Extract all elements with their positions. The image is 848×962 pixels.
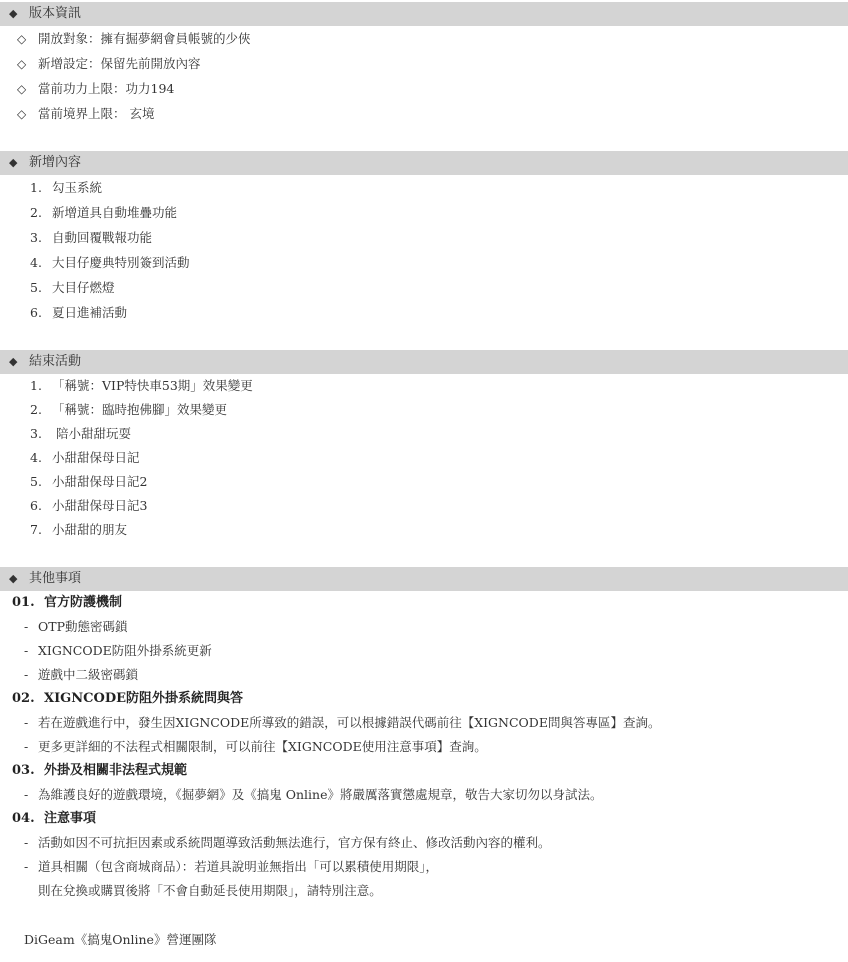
- list-item: 3. 自動回覆戰報功能: [30, 230, 153, 245]
- hollow-diamond-icon: ◇: [17, 32, 27, 46]
- subsection-heading: 01. 官方防護機制: [12, 595, 123, 610]
- filled-diamond-icon: ◆: [9, 572, 18, 585]
- signature: DiGeam《搞鬼Online》營運團隊: [24, 932, 217, 947]
- list-item: 4. 小甜甜保母日記: [30, 450, 140, 465]
- hollow-diamond-icon: ◇: [17, 82, 27, 96]
- list-item: ◇ 當前功力上限：功力194: [0, 76, 848, 101]
- new-content-list: [0, 175, 848, 325]
- filled-diamond-icon: ◆: [9, 156, 18, 169]
- section-title: 其他事項: [29, 571, 82, 586]
- ended-events-section: [0, 350, 848, 542]
- list-item: - 更多更詳細的不法程式相關限制，可以前往【XIGNCODE使用注意事項】查詢。: [24, 739, 487, 754]
- list-item: 1. 勾玉系統: [30, 180, 103, 195]
- section-header-other: [0, 567, 848, 591]
- other-section: [0, 567, 848, 903]
- version-list: [0, 26, 848, 126]
- subsection-heading: 03. 外掛及相關非法程式規範: [12, 763, 188, 778]
- section-header-ended: [0, 350, 848, 374]
- list-item: ◇ 開放對象：擁有掘夢網會員帳號的少俠: [0, 26, 848, 51]
- list-item: - 活動如因不可抗拒因素或系統問題導致活動無法進行，官方保有終止、修改活動內容的權利。: [24, 835, 551, 850]
- subsection-heading: 04. 注意事項: [12, 811, 97, 826]
- hollow-diamond-icon: ◇: [17, 57, 27, 71]
- list-item: 7. 小甜甜的朋友: [30, 522, 128, 537]
- list-item: 4. 大目仔慶典特別簽到活動: [30, 255, 190, 270]
- list-item: - 遊戲中二級密碼鎖: [24, 667, 139, 682]
- section-header-new-content: [0, 151, 848, 175]
- list-item: - 道具相關（包含商城商品）：若道具說明並無指出「可以累積使用期限」，: [24, 859, 439, 874]
- list-item: - 若在遊戲進行中，發生因XIGNCODE所導致的錯誤，可以根據錯誤代碼前往【XIGNCODE問與答專區】查詢。: [24, 715, 661, 730]
- hollow-diamond-icon: ◇: [17, 107, 27, 121]
- list-item: 6. 夏日進補活動: [30, 305, 128, 320]
- filled-diamond-icon: ◆: [9, 7, 18, 20]
- subsection-heading: 02. XIGNCODE防阻外掛系統問與答: [12, 691, 244, 706]
- list-item: 2. 新增道具自動堆疊功能: [30, 205, 178, 220]
- version-section: [0, 2, 848, 126]
- filled-diamond-icon: ◆: [9, 355, 18, 368]
- list-item: 1. 「稱號：VIP特快車53期」效果變更: [30, 378, 253, 393]
- ended-list: [0, 374, 848, 542]
- list-item: 2. 「稱號：臨時抱佛腳」效果變更: [30, 402, 228, 417]
- list-item: 3. 陪小甜甜玩耍: [30, 426, 131, 441]
- list-item: - XIGNCODE防阻外掛系統更新: [24, 643, 212, 658]
- list-item-continuation: 則在兌換或購買後將「不會自動延長使用期限」，請特別注意。: [38, 883, 382, 898]
- new-content-section: [0, 151, 848, 325]
- list-item: 5. 大目仔燃燈: [30, 280, 115, 295]
- list-item: - OTP動態密碼鎖: [24, 619, 128, 634]
- section-title: 新增內容: [29, 155, 82, 170]
- list-item: ◇ 當前境界上限： 玄境: [0, 101, 848, 126]
- section-title: 結束活動: [29, 354, 82, 369]
- section-header-version: [0, 2, 848, 26]
- list-item: ◇ 新增設定：保留先前開放內容: [0, 51, 848, 76]
- list-item: 5. 小甜甜保母日記2: [30, 474, 148, 489]
- section-title: 版本資訊: [29, 6, 82, 21]
- list-item: 6. 小甜甜保母日記3: [30, 498, 148, 513]
- list-item: - 為維護良好的遊戲環境，《掘夢網》及《搞鬼 Online》將嚴厲落實懲處規章，敬告大家切勿以身試法。: [24, 787, 603, 802]
